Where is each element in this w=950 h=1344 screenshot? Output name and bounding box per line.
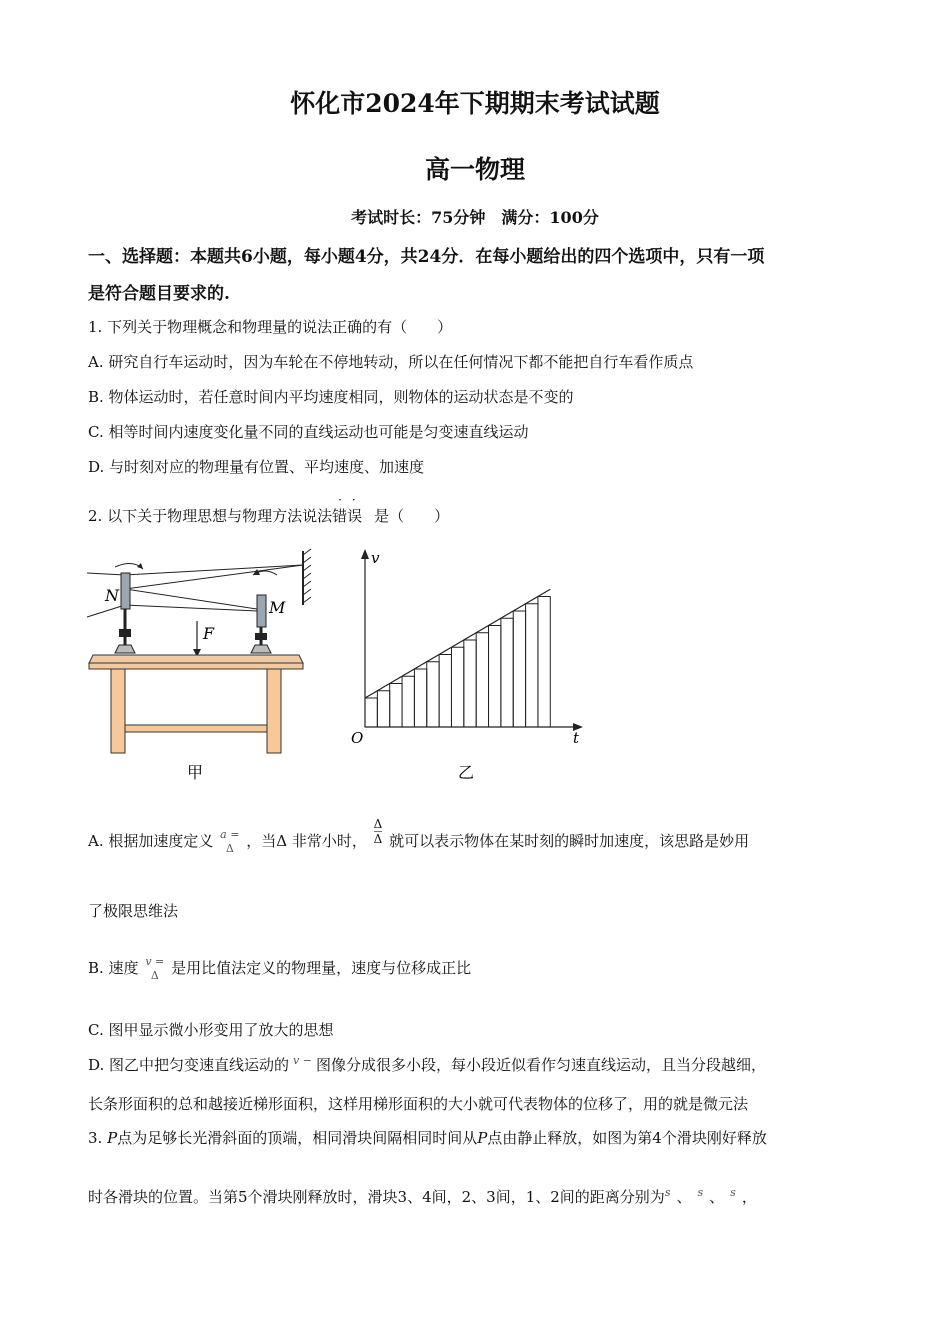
q3-line1: 3. P点为足够长光滑斜面的顶端，相同滑块间隔相同时间从P点由静止释放，如图为第4个滑块刚好释放 <box>88 1129 767 1147</box>
bar-6 <box>427 662 439 727</box>
q2-d-text1: D. 图乙中把匀变速直线运动的 <box>88 1056 290 1074</box>
q2-option-d-cont: 长条形面积的总和越接近梯形面积，这样用梯形面积的大小就可代表物体的位移了，用的就是微元法 <box>88 1095 749 1113</box>
bar-9 <box>464 640 476 727</box>
q2-option-a <box>88 816 750 856</box>
vt-formula: v − <box>293 1054 312 1067</box>
caption-jia: 甲 <box>187 763 204 782</box>
bar-5 <box>414 669 426 727</box>
q2-stem <box>88 493 450 526</box>
s-symbol-3: s <box>730 1186 736 1199</box>
caption-yi: 乙 <box>458 763 475 782</box>
q2-a-text3: 就可以表示物体在某时刻的瞬时加速度，该思路是妙用 <box>389 832 750 850</box>
origin-label: O <box>351 729 364 747</box>
bar-13 <box>513 611 525 727</box>
q2-b-text1: B. 速度 <box>88 959 139 977</box>
table-rail <box>125 725 267 732</box>
exam-info: 考试时长：75分钟 满分：100分 <box>351 208 599 227</box>
q2-d-text2: 图像分成很多小段，每小段近似看作匀速直线运动，且当分段越细， <box>315 1056 766 1074</box>
velocity-line <box>365 589 550 698</box>
figure-jia <box>85 545 315 785</box>
q1-stem: 1. 下列关于物理概念和物理量的说法正确的有（ ） <box>88 318 453 336</box>
bar-2 <box>377 691 389 727</box>
label-f: F <box>203 624 215 643</box>
bar-3 <box>390 684 402 728</box>
q1-option-d: D. 与时刻对应的物理量有位置、平均速度、加速度 <box>88 458 425 476</box>
s-symbol-2: s <box>697 1186 704 1199</box>
figure-yi-vt-chart <box>345 545 590 785</box>
bar-7 <box>439 655 451 728</box>
label-n: N <box>105 586 119 605</box>
q1-option-a: A. 研究自行车运动时，因为车轮在不停地转动，所以在任何情况下都不能把自行车看作质点 <box>88 353 694 371</box>
q2-option-d <box>88 1054 766 1075</box>
axis-label-t: t <box>573 729 580 747</box>
q2-option-a-cont: 了极限思维法 <box>88 902 179 920</box>
q2-b-text2: 是用比值法定义的物理量，速度与位移成正比 <box>171 959 472 977</box>
q1-option-c: C. 相等时间内速度变化量不同的直线运动也可能是匀变速直线运动 <box>88 423 529 441</box>
bar-4 <box>402 676 414 727</box>
mirror-n <box>121 573 130 609</box>
q2-option-b <box>88 955 471 983</box>
accel-formula: a = Δ <box>220 828 240 855</box>
bar-15 <box>538 597 550 728</box>
bar-10 <box>476 633 488 727</box>
q2-stem-emphasis: ·· 错误 <box>332 493 366 525</box>
ratio-formula: $\frac{\Delta}{\Delta}$ <box>373 816 383 846</box>
label-m: M <box>269 598 286 617</box>
bar-12 <box>501 618 513 727</box>
table-leg-right <box>267 669 281 753</box>
axis-label-v: v <box>371 549 380 567</box>
section-heading-line1: 一、选择题：本题共6小题，每小题4分，共24分．在每小题给出的四个选项中，只有一项 <box>88 247 765 267</box>
bar-8 <box>451 647 463 727</box>
q2-stem-before: 2. 以下关于物理思想与物理方法说法 <box>88 507 333 525</box>
q3-line2: 时各滑块的位置。当第5个滑块刚释放时，滑块3、4间，2、3间，1、2间的距离分别为$^s$ 、 $^s$ 、 $^s$ ， <box>88 1186 757 1206</box>
exam-subject: 高一物理 <box>424 155 525 184</box>
tabletop <box>89 655 303 663</box>
q2-option-c: C. 图甲显示微小形变用了放大的思想 <box>88 1021 334 1039</box>
q2-stem-after: 是（ ） <box>374 507 450 525</box>
table-leg-left <box>111 669 125 753</box>
velocity-formula: v = Δ <box>145 955 165 982</box>
bar-1 <box>365 698 377 727</box>
bar-group <box>365 597 550 728</box>
mirror-m <box>257 595 266 627</box>
bar-14 <box>526 604 538 727</box>
q2-a-text2: ，当Δ 非常小时， <box>246 832 367 850</box>
q1-option-b: B. 物体运动时，若任意时间内平均速度相同，则物体的运动状态是不变的 <box>88 388 574 406</box>
wall-hatching <box>303 549 311 603</box>
section-heading-line2: 是符合题目要求的. <box>88 284 230 304</box>
q2-a-text1: A. 根据加速度定义 <box>88 832 214 850</box>
exam-title: 怀化市2024年下期期末考试试题 <box>290 89 660 118</box>
s-symbol-1: s <box>664 1186 671 1199</box>
bar-11 <box>489 626 501 728</box>
